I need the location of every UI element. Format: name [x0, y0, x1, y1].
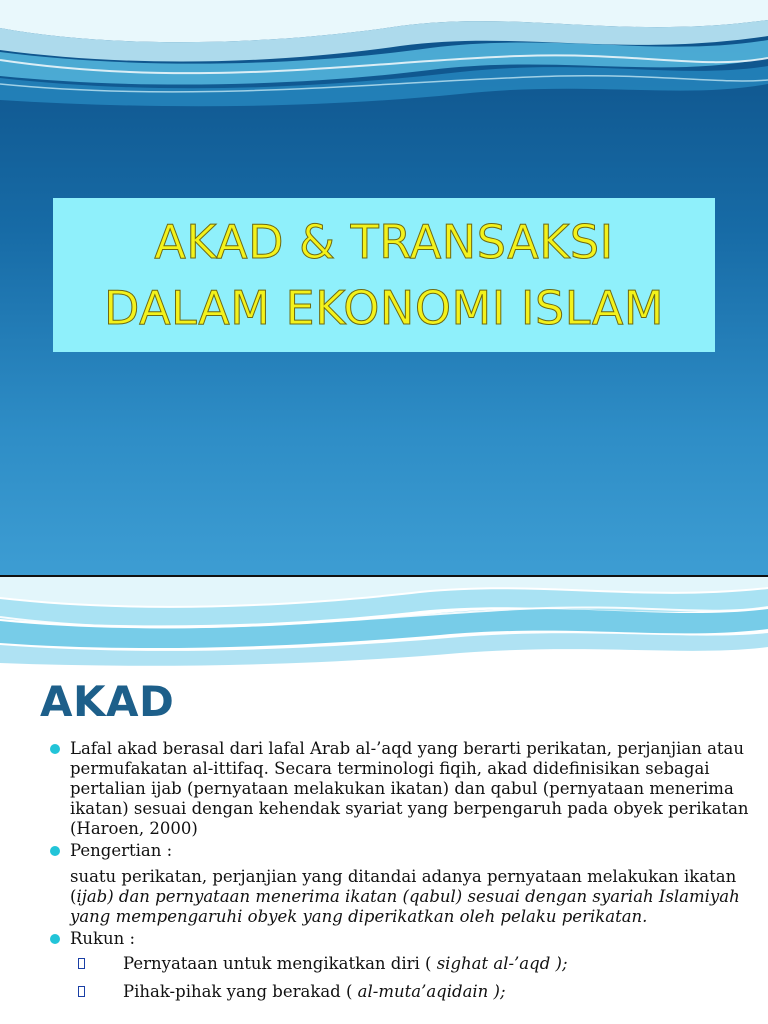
rukun-item	[50, 951, 750, 977]
rukun-item-text: Pihak-pihak yang berakad (	[123, 982, 358, 1001]
bullet-dot-icon	[50, 744, 60, 754]
rukun-item	[50, 979, 750, 1005]
definition-text-normal: suatu perikatan, perjanjian yang ditandai adanya pernyataan melakukan ikatan (	[70, 867, 737, 906]
header-waves-decoration	[0, 0, 768, 110]
rukun-item-italic: al-muta’aqidain );	[357, 982, 506, 1001]
sub-bullet-box-icon	[78, 958, 85, 969]
slide-heading: AKAD	[40, 677, 175, 726]
content-waves-decoration	[0, 577, 768, 672]
definition-text-italic: ijab) dan pernyataan menerima ikatan (qabul) sesuai dengan syariah Islamiyah yang mempengaruhi obyek yang diperikatkan oleh pelaku perikatan.	[70, 887, 740, 926]
title-box	[53, 198, 715, 352]
content-slide	[0, 577, 768, 1024]
bullet-rukun-text: Rukun :	[70, 929, 136, 948]
bullet-dot-icon	[50, 934, 60, 944]
rukun-item-text: Pernyataan untuk mengikatkan diri (	[123, 954, 437, 973]
bullet-lafal	[50, 739, 750, 839]
bullet-pengertian-text: Pengertian :	[70, 841, 173, 860]
sub-bullet-box-icon	[78, 986, 85, 997]
title-line-1: AKAD & TRANSAKSI	[154, 215, 614, 269]
bullet-rukun	[50, 929, 750, 949]
bullet-pengertian	[50, 841, 750, 861]
bullet-dot-icon	[50, 846, 60, 856]
definition-paragraph	[50, 867, 750, 927]
rukun-item-italic: sighat al-’aqd );	[436, 954, 568, 973]
bullet-lafal-text: Lafal akad berasal dari lafal Arab al-’aqd yang berarti perikatan, perjanjian atau permufakatan al-ittifaq. Secara terminologi fiqih, akad didefinisikan sebagai pertalian ijab (pernyataan melakukan ikatan) dan qabul (pernyataan menerima ikatan) sesuai dengan kehendak syariat yang berpengaruh pada obyek perikatan (Haroen, 2000)	[70, 739, 749, 838]
slide-content	[50, 739, 750, 1005]
title-line-2: DALAM EKONOMI ISLAM	[103, 281, 665, 335]
